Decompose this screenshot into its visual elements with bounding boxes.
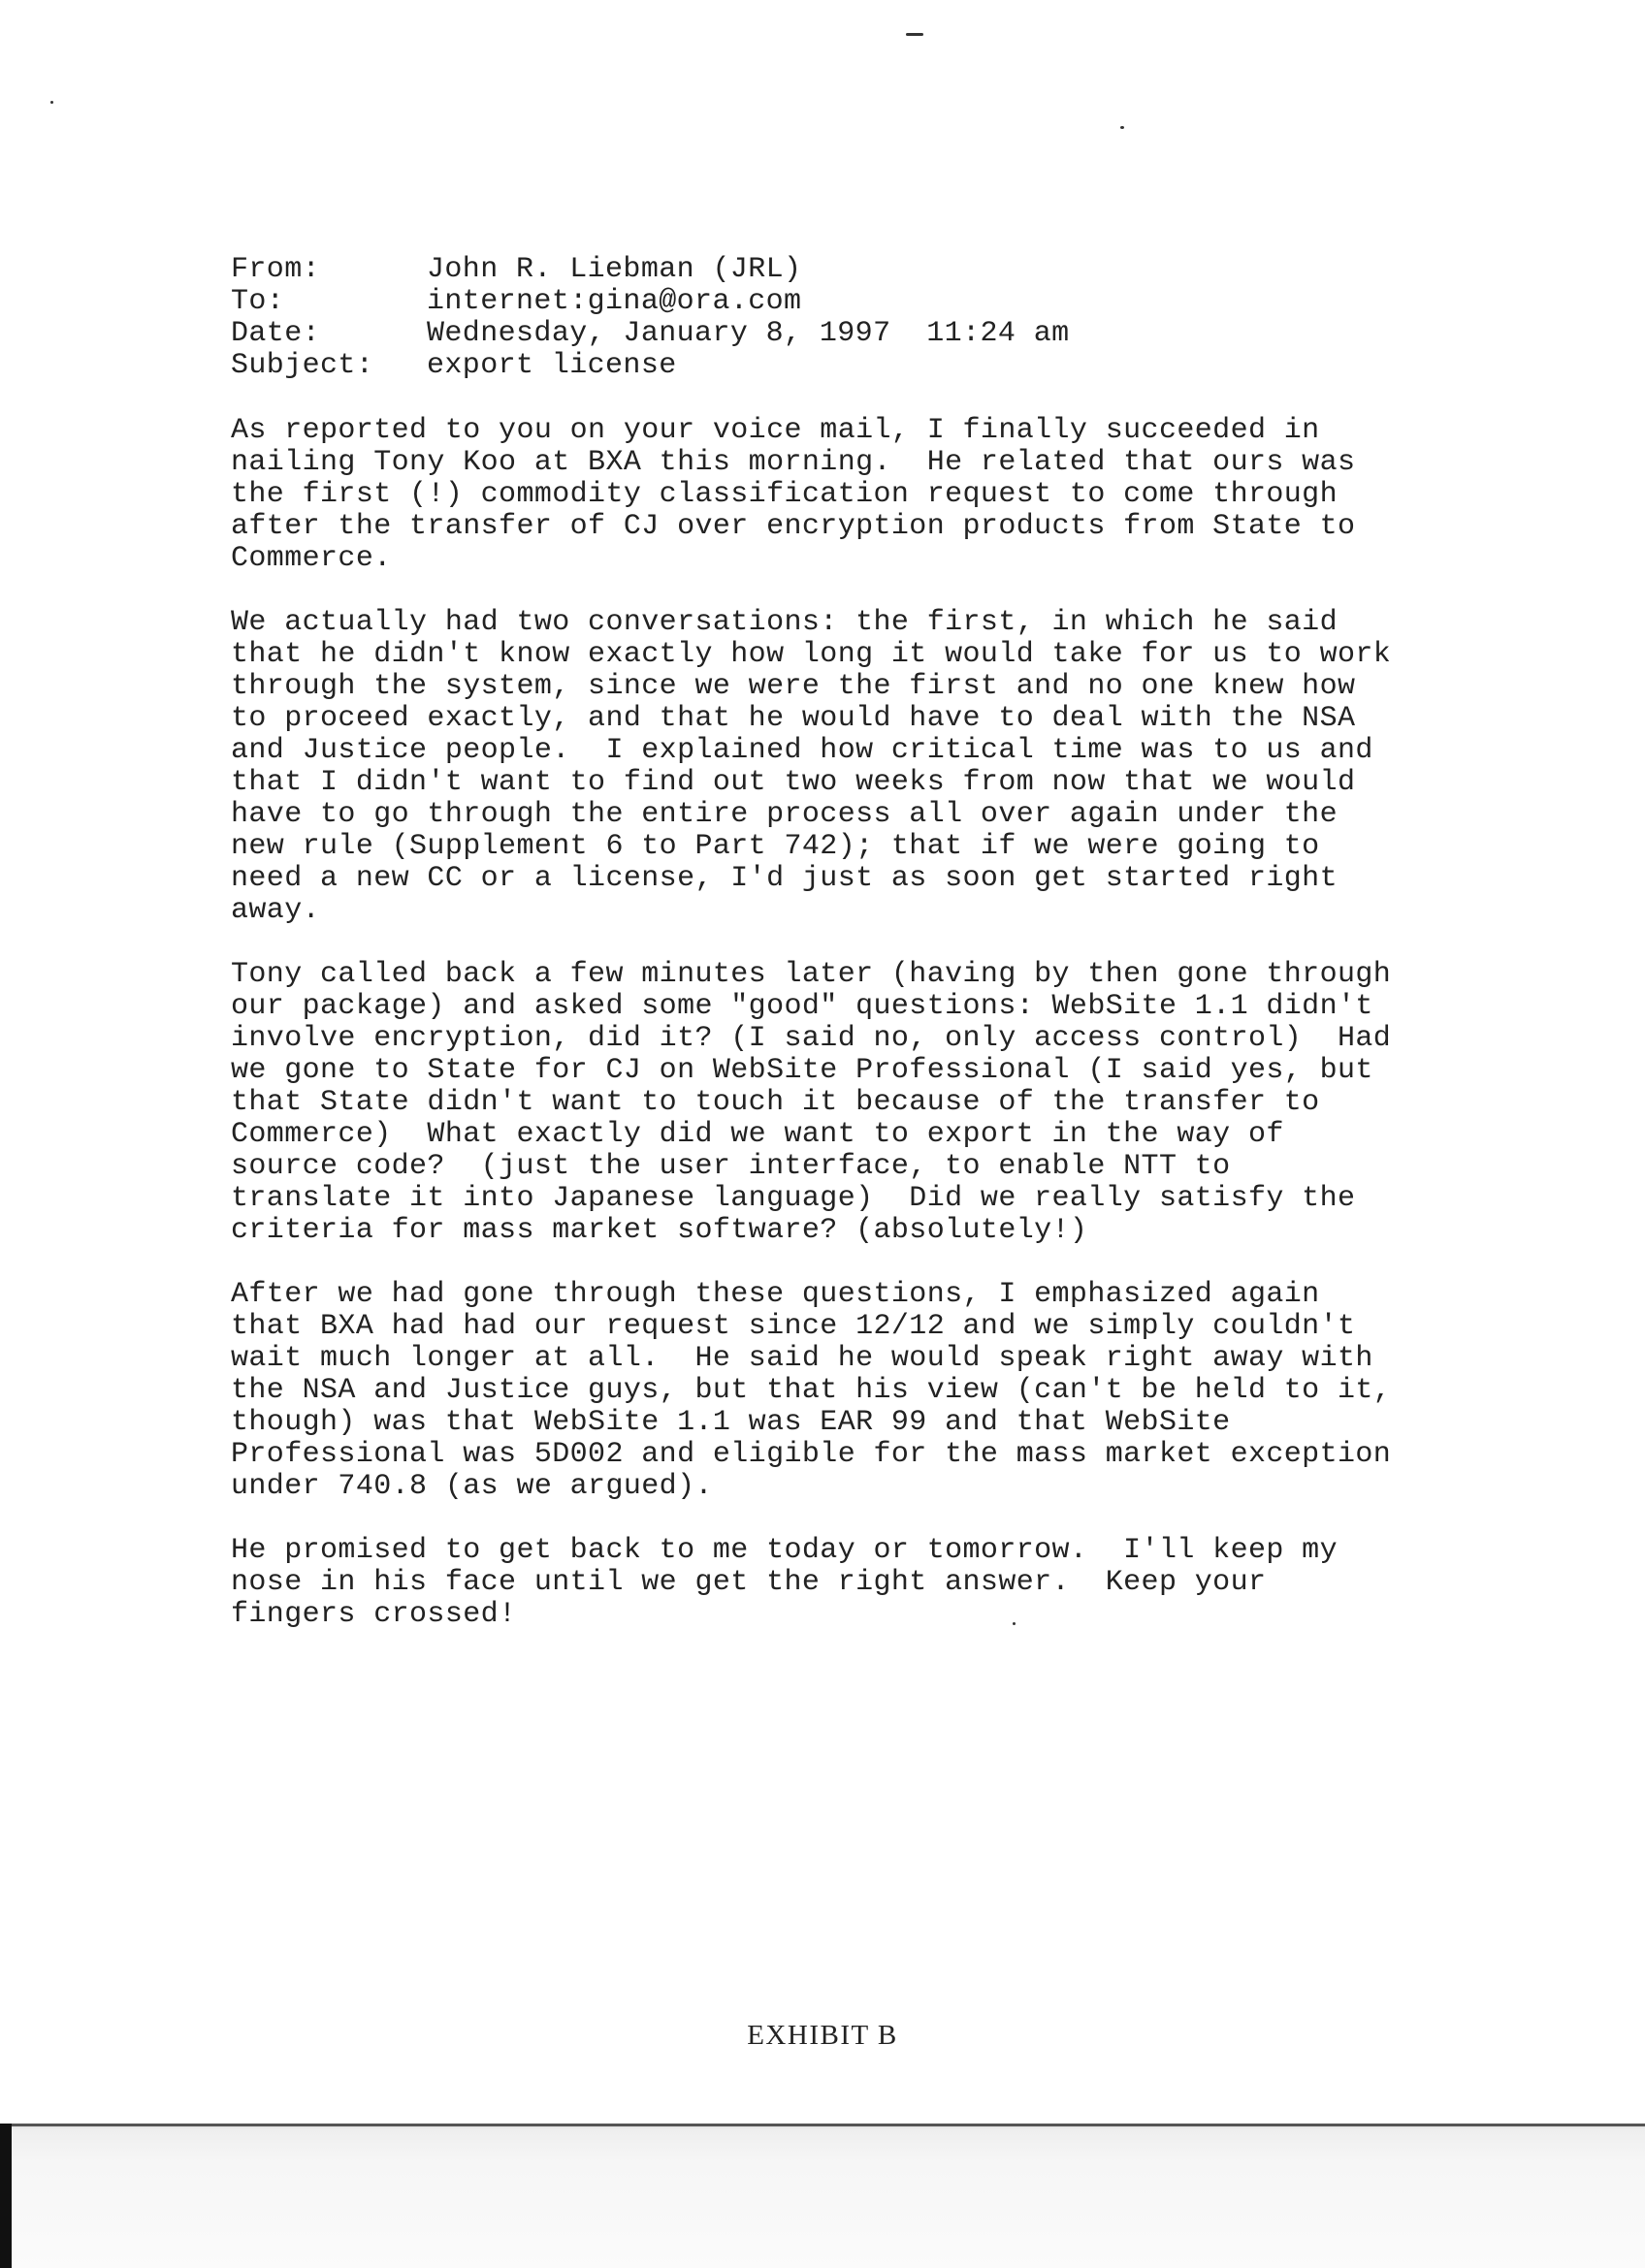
scan-speck [50,101,53,104]
header-date-row [231,318,1070,350]
scan-speck [1120,126,1124,129]
scan-edge-line [0,2124,1645,2126]
scan-bottom-edge [0,2124,1645,2268]
header-label: From: [231,253,321,286]
header-to-row [231,286,1070,318]
header-label: Date: [231,317,321,350]
exhibit-label: EXHIBIT B [747,2020,898,2051]
header-subject-row [231,350,1070,382]
body-paragraph: As reported to you on your voice mail, I finally succeeded in nailing Tony Koo at BXA this morning. He related that ours was the first (!) commodity classification request to come through after the transfer of CJ over encryption products from State to Commerce. [231,414,1356,575]
scan-speck [1013,1622,1016,1625]
memo-header [231,254,1070,382]
body-paragraph: After we had gone through these questions, I emphasized again that BXA had had our request since 12/12 and we simply couldn't wait much longer at all. He said he would speak right away with the NSA and Justice guys, but that his view (can't be held to it, though) was that WebSite 1.1 was EAR 99 and that WebSite Professional was 5D002 and eligible for the mass market exception under 740.8 (as we argued). [231,1278,1392,1503]
header-label: Subject: [231,349,374,382]
header-value: export license [427,349,677,382]
body-paragraph: Tony called back a few minutes later (having by then gone through our package) and asked some "good" questions: WebSite 1.1 didn't involve encryption, did it? (I said no, only access control) Had we gone to State for CJ on WebSite Professional (I said yes, but that State didn't want to touch it because of the transfer to Commerce) What exactly did we want to export in the way of source code? (just the user interface, to enable NTT to translate it into Japanese language) Did we really satisfy the criteria for mass market software? (absolutely!) [231,958,1392,1247]
body-paragraph: We actually had two conversations: the first, in which he said that he didn't know exactly how long it would take for us to work through the system, since we were the first and no one knew how to proceed exactly, and that he would have to deal with the NSA and Justice people. I explained how critical time was to us and that I didn't want to find out two weeks from now that we would have to go through the entire process all over again under the new rule (Supplement 6 to Part 742); that if we were going to need a new CC or a license, I'd just as soon get started right away. [231,606,1392,927]
body-paragraph: He promised to get back to me today or tomorrow. I'll keep my nose in his face until we get the right answer. Keep your fingers crossed! [231,1534,1338,1631]
header-value: internet:gina@ora.com [427,285,802,318]
scan-speck [906,33,923,36]
memo-body [231,415,1521,1663]
header-label: To: [231,285,285,318]
header-value: Wednesday, January 8, 1997 11:24 am [427,317,1070,350]
header-value: John R. Liebman (JRL) [427,253,802,286]
header-from-row [231,254,1070,286]
scan-left-shadow [0,2124,12,2268]
